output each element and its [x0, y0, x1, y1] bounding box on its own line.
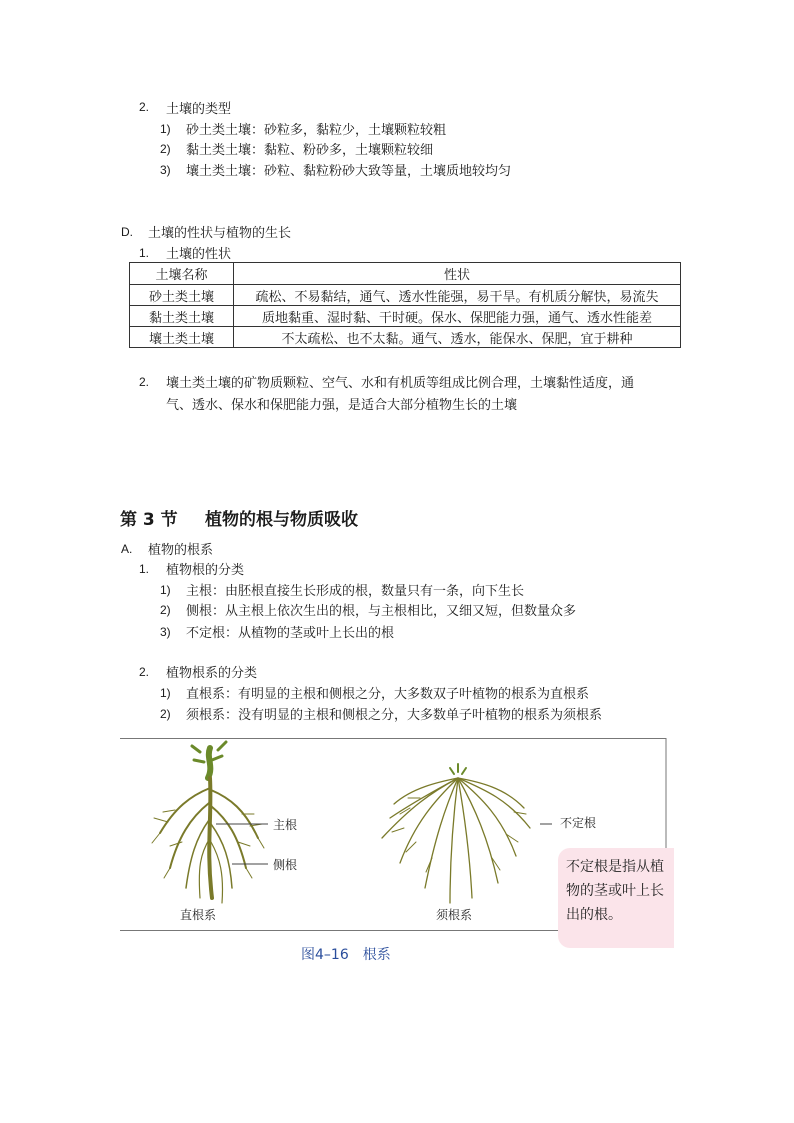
list-item-number: 2) [160, 707, 171, 721]
table-cell: 砂土类土壤 [130, 285, 234, 306]
subsection-title: 植物的根系 [148, 543, 214, 558]
table-cell: 不太疏松、也不太黏。通气、透水，能保水、保肥，宜于耕种 [234, 327, 681, 348]
taproot-caption: 直根系 [180, 908, 217, 922]
list-item-number: 3) [160, 163, 171, 177]
figure-caption: 图4–16 根系 [301, 947, 391, 963]
table-row [130, 306, 681, 327]
paragraph-line: 壤土类土壤的矿物质颗粒、空气、水和有机质等组成比例合理，土壤黏性适度，通 [166, 376, 635, 391]
table-cell: 壤土类土壤 [130, 327, 234, 348]
table-row [130, 327, 681, 348]
fibrous-root-system-drawing [382, 764, 530, 903]
subsection-number: 1. [139, 562, 150, 576]
table-header: 土壤名称 [130, 263, 234, 285]
list-item: 不定根：从植物的茎或叶上长出的根 [186, 626, 395, 641]
list-item: 壤土类土壤：砂粒、黏粒粉砂大致等量，土壤质地较均匀 [186, 164, 512, 179]
list-item-number: 1) [160, 583, 171, 597]
taproot-system-drawing [152, 742, 264, 903]
paragraph-line: 气、透水、保水和保肥能力强，是适合大部分植物生长的土壤 [166, 398, 518, 413]
table-header-row [130, 263, 681, 285]
list-item-number: 1) [160, 686, 171, 700]
subsection-letter: A. [121, 542, 133, 556]
lateral-root-label: 侧根 [273, 858, 298, 872]
soil-properties-table [129, 262, 681, 348]
subsection-number: 2. [139, 375, 150, 389]
subsection-number: 2. [139, 665, 150, 679]
adventitious-root-label: 不定根 [560, 816, 597, 830]
subsection-title: 植物根系的分类 [166, 666, 258, 681]
list-item: 须根系：没有明显的主根和侧根之分，大多数单子叶植物的根系为须根系 [186, 708, 603, 723]
table-row [130, 285, 681, 306]
soil-types-number: 2. [139, 100, 150, 114]
list-item: 黏土类土壤：黏粒、粉砂多，土壤颗粒较细 [186, 143, 434, 158]
list-item-number: 2) [160, 603, 171, 617]
section-number: 第 3 节 [120, 510, 178, 530]
list-item: 侧根：从主根上依次生出的根，与主根相比，又细又短，但数量众多 [186, 604, 577, 619]
soil-types-heading: 土壤的类型 [166, 102, 232, 117]
section-d-letter: D. [121, 225, 133, 239]
adventitious-root-note: 不定根是指从植物的茎或叶上长出的根。 [558, 848, 674, 948]
fibrous-root-caption: 须根系 [436, 908, 473, 922]
list-item-number: 1) [160, 122, 171, 136]
table-cell: 质地黏重、湿时黏、干时硬。保水、保肥能力强，通气、透水性能差 [234, 306, 681, 327]
list-item-number: 3) [160, 625, 171, 639]
subsection-number: 1. [139, 246, 150, 260]
subsection-title: 植物根的分类 [166, 563, 245, 578]
list-item: 直根系：有明显的主根和侧根之分，大多数双子叶植物的根系为直根系 [186, 687, 590, 702]
list-item: 砂土类土壤：砂粒多，黏粒少，土壤颗粒较粗 [186, 123, 447, 138]
list-item: 主根：由胚根直接生长形成的根，数量只有一条，向下生长 [186, 584, 525, 599]
table-cell: 疏松、不易黏结，通气、透水性能强，易干旱。有机质分解快，易流失 [234, 285, 681, 306]
table-header: 性状 [234, 263, 681, 285]
section-title: 植物的根与物质吸收 [205, 510, 358, 530]
list-item-number: 2) [160, 142, 171, 156]
subsection-title: 土壤的性状 [166, 247, 232, 262]
section-d-title: 土壤的性状与植物的生长 [148, 226, 292, 241]
table-cell: 黏土类土壤 [130, 306, 234, 327]
main-root-label: 主根 [273, 818, 298, 832]
